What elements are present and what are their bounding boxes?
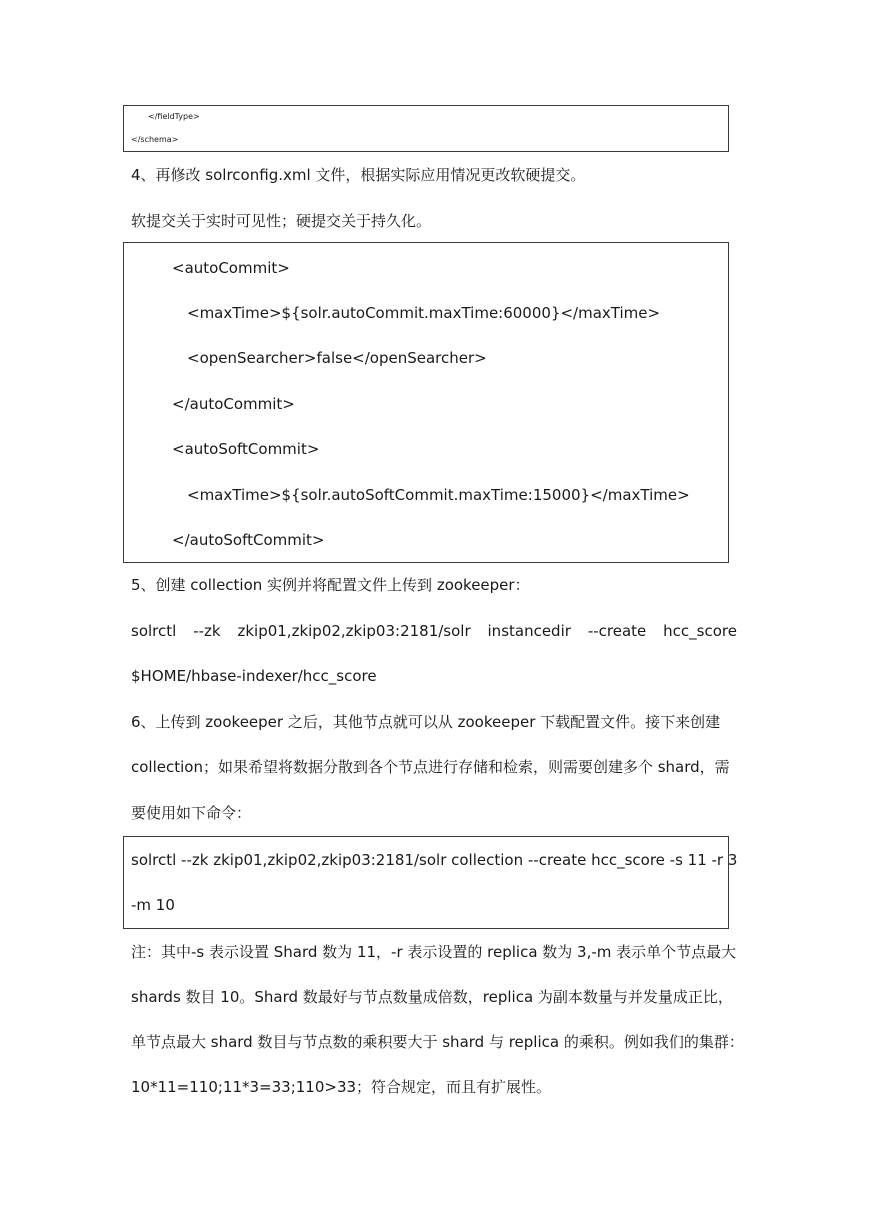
step6-paragraph-line: 要使用如下命令：	[131, 804, 252, 822]
code-line: </schema>	[131, 135, 179, 144]
cmd-token: zkip01,zkip02,zkip03:2181/solr	[237, 622, 471, 640]
code-line: </autoCommit>	[172, 395, 295, 413]
footnote-line: 注：其中-s 表示设置 Shard 数为 11，-r 表示设置的 replica 数为 3,-m 表示单个节点最大	[131, 943, 737, 961]
step4-note: 软提交关于实时可见性；硬提交关于持久化。	[131, 212, 432, 230]
create-command-block	[123, 836, 738, 929]
step4-heading: 4、再修改 solrconfig.xml 文件，根据实际应用情况更改软硬提交。	[131, 166, 586, 184]
step5-heading: 5、创建 collection 实例并将配置文件上传到 zookeeper：	[131, 576, 530, 594]
footnote-line: 10*11=110;11*3=33;110>33；符合规定，而且有扩展性。	[131, 1078, 552, 1096]
code-line: -m 10	[131, 896, 175, 914]
cmd-token: instancedir	[487, 622, 571, 640]
config-code-block	[123, 242, 729, 563]
code-line: <openSearcher>false</openSearcher>	[187, 349, 487, 367]
code-line: <autoCommit>	[172, 259, 290, 277]
code-line: <autoSoftCommit>	[172, 440, 320, 458]
cmd-token: hcc_score	[663, 622, 737, 640]
code-line: </autoSoftCommit>	[172, 531, 325, 549]
step5-command-continued: $HOME/hbase-indexer/hcc_score	[131, 667, 377, 685]
footnote-line: shards 数目 10。Shard 数最好与节点数量成倍数，replica 为副本数量与并发量成正比，	[131, 988, 733, 1006]
step6-paragraph-line: collection；如果希望将数据分散到各个节点进行存储和检索，则需要创建多个 shard，需	[131, 758, 730, 776]
code-line: <maxTime>${solr.autoSoftCommit.maxTime:15000}</maxTime>	[187, 486, 690, 504]
code-line: <maxTime>${solr.autoCommit.maxTime:60000}</maxTime>	[187, 304, 661, 322]
cmd-token: --zk	[193, 622, 221, 640]
cmd-token: solrctl	[131, 622, 177, 640]
step6-paragraph-line: 6、上传到 zookeeper 之后，其他节点就可以从 zookeeper 下载配置文件。接下来创建	[131, 713, 721, 731]
code-snippet-top	[123, 105, 729, 152]
code-line: </fieldType>	[148, 112, 200, 121]
cmd-token: --create	[587, 622, 647, 640]
code-line: solrctl --zk zkip01,zkip02,zkip03:2181/solr collection --create hcc_score -s 11 -r 3	[131, 851, 738, 869]
step5-command	[131, 621, 737, 641]
footnote-line: 单节点最大 shard 数目与节点数的乘积要大于 shard 与 replica 的乘积。例如我们的集群：	[131, 1033, 744, 1051]
